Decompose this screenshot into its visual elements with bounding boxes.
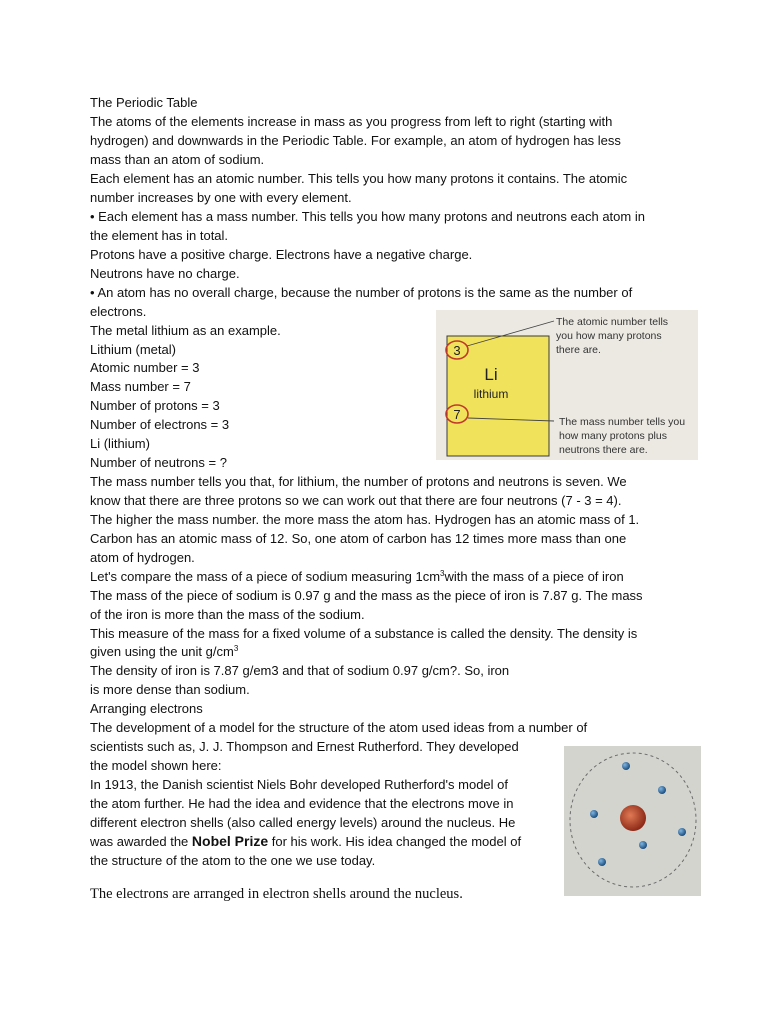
- text-line: is more dense than sodium.: [90, 682, 250, 697]
- text-line: scientists such as, J. J. Thompson and Ernest Rutherford. They developed: [90, 739, 519, 754]
- text-line: atom of hydrogen.: [90, 550, 195, 565]
- text-line: Neutrons have no charge.: [90, 266, 240, 281]
- text-line: the element has in total.: [90, 228, 229, 243]
- lithium-tile-graphic: [436, 310, 698, 460]
- bullet-line: • Each element has a mass number. This tells you how many protons and neutrons each atom in: [90, 209, 645, 224]
- text-line: Number of electrons = 3: [90, 417, 230, 432]
- callout-text: The atomic number tells: [556, 316, 669, 328]
- callout-text: there are.: [556, 344, 601, 356]
- text-line: of the iron is more than the mass of the sodium.: [90, 607, 365, 622]
- atomic-number: 3: [453, 343, 461, 358]
- electron: [639, 841, 647, 849]
- bullet-line: • An atom has no overall charge, because the number of protons is the same as the number of: [90, 285, 633, 300]
- element-symbol: Li: [484, 365, 498, 384]
- electron: [590, 810, 598, 818]
- text-line-nobel: [90, 832, 521, 851]
- text-line: the structure of the atom to the one we use today.: [90, 853, 376, 868]
- text-line: The mass of the piece of sodium is 0.97 g and the mass as the piece of iron is 7.87 g. The mass: [90, 588, 643, 603]
- text-line: the atom further. He had the idea and evidence that the electrons move in: [90, 796, 514, 811]
- text-line: The higher the mass number. the more mass the atom has. Hydrogen has an atomic mass of 1.: [90, 512, 640, 527]
- text-line: number increases by one with every element.: [90, 190, 352, 205]
- mass-number: 7: [453, 407, 461, 422]
- text-line: This measure of the mass for a fixed volume of a substance is called the density. The density is: [90, 626, 638, 641]
- text-line: electrons.: [90, 304, 147, 319]
- text-line: know that there are three protons so we can work out that there are four neutrons (7 - 3 = 4).: [90, 493, 622, 508]
- text-line: The development of a model for the structure of the atom used ideas from a number of: [90, 720, 588, 735]
- nucleus: [620, 805, 646, 831]
- callout-text: you how many protons: [556, 330, 662, 342]
- text-line: different electron shells (also called energy levels) around the nucleus. He: [90, 815, 516, 830]
- lithium-tile-figure: [436, 310, 698, 460]
- electron: [658, 786, 666, 794]
- electron: [622, 762, 630, 770]
- text-line: Atomic number = 3: [90, 360, 200, 375]
- text-fragment: with the mass of a piece of iron: [444, 569, 624, 584]
- callout-text: neutrons there are.: [559, 444, 648, 456]
- text-fragment: for his work. His idea changed the model of: [268, 834, 522, 849]
- text-line: Each element has an atomic number. This tells you how many protons it contains. The atomic: [90, 171, 628, 186]
- text-line: The density of iron is 7.87 g/em3 and that of sodium 0.97 g/cm?. So, iron: [90, 663, 510, 678]
- text-line: hydrogen) and downwards in the Periodic Table. For example, an atom of hydrogen has less: [90, 133, 621, 148]
- text-fragment: given using the unit g/cm: [90, 644, 234, 659]
- text-line: The metal lithium as an example.: [90, 323, 281, 338]
- superscript: 3: [233, 644, 239, 653]
- atom-model-graphic: [564, 746, 701, 896]
- text-line: Number of neutrons = ?: [90, 455, 227, 470]
- callout-atomic-number: [556, 316, 671, 356]
- element-name: lithium: [473, 387, 509, 401]
- electron: [678, 828, 686, 836]
- callout-mass-number: [559, 416, 688, 456]
- heading-periodic-table: The Periodic Table: [90, 95, 198, 110]
- text-line-unit: [90, 642, 238, 661]
- atom-model-figure: [564, 746, 701, 896]
- text-fragment: Let's compare the mass of a piece of sodium measuring 1cm: [90, 569, 441, 584]
- text-line: Mass number = 7: [90, 379, 191, 394]
- text-line: Protons have a positive charge. Electrons have a negative charge.: [90, 247, 473, 262]
- text-line: the model shown here:: [90, 758, 222, 773]
- heading-arranging-electrons: Arranging electrons: [90, 701, 203, 716]
- text-line: Lithium (metal): [90, 342, 176, 357]
- text-line: Number of protons = 3: [90, 398, 220, 413]
- nobel-prize-emphasis: Nobel Prize: [191, 833, 269, 849]
- text-fragment: was awarded the: [90, 834, 192, 849]
- callout-text: how many protons plus: [559, 430, 667, 442]
- text-line: mass than an atom of sodium.: [90, 152, 265, 167]
- text-line: The mass number tells you that, for lithium, the number of protons and neutrons is seven. We: [90, 474, 627, 489]
- text-line: The atoms of the elements increase in mass as you progress from left to right (starting with: [90, 114, 613, 129]
- text-line: Carbon has an atomic mass of 12. So, one atom of carbon has 12 times more mass than one: [90, 531, 627, 546]
- electron: [598, 858, 606, 866]
- callout-text: The mass number tells you: [559, 416, 686, 428]
- text-line: In 1913, the Danish scientist Niels Bohr developed Rutherford's model of: [90, 777, 508, 792]
- text-line: Li (lithium): [90, 436, 150, 451]
- closing-sentence: The electrons are arranged in electron shells around the nucleus.: [90, 886, 463, 902]
- text-line-compare: [90, 567, 624, 586]
- superscript: 3: [440, 569, 445, 578]
